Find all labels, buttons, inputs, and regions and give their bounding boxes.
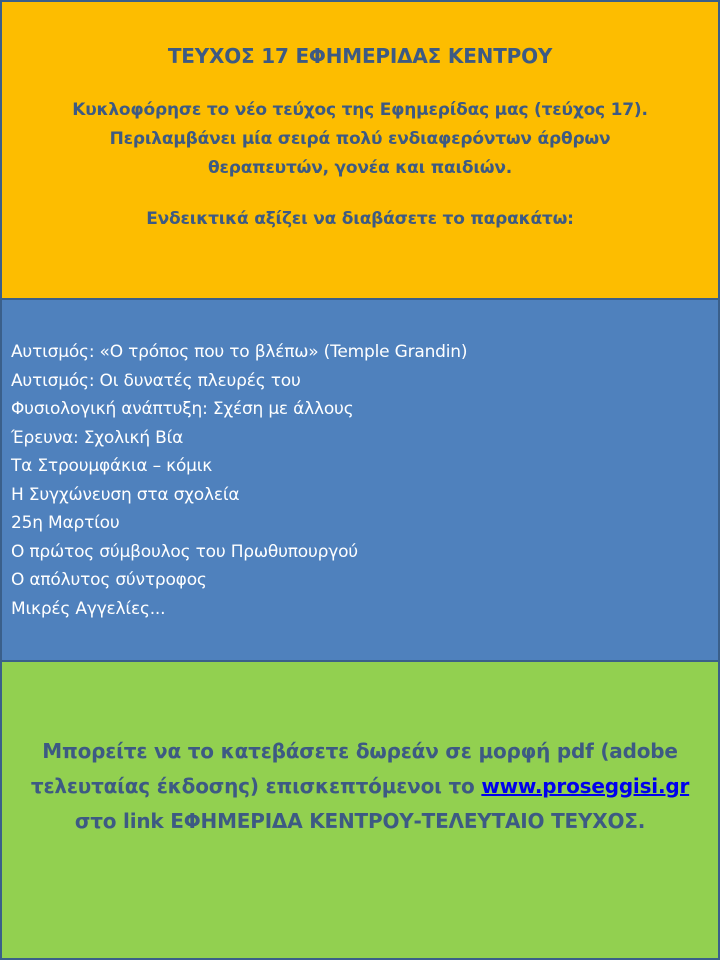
download-text: Μπορείτε να το κατεβάσετε δωρεάν σε μορφή pdf (adobe τελευταίας έκδοσης) επισκεπτόμενοι το xyxy=(30,739,678,798)
article-item: Τα Στρουμφάκια – κόμικ xyxy=(11,456,213,476)
website-link[interactable]: www.proseggisi.gr xyxy=(481,774,690,798)
announcement-panel xyxy=(0,0,720,300)
page-title: ΤΕΥΧΟΣ 17 ΕΦΗΜΕΡΙΔΑΣ ΚΕΝΤΡΟΥ xyxy=(167,44,553,68)
article-item: Φυσιολογική ανάπτυξη: Σχέση με άλλους xyxy=(11,399,354,419)
download-instructions xyxy=(20,734,700,839)
intro-line: θεραπευτών, γονέα και παιδιών. xyxy=(207,158,513,178)
article-item: Αυτισμός: Οι δυνατές πλευρές του xyxy=(11,370,301,391)
reading-hint: Ενδεικτικά αξίζει να διαβάσετε το παρακάτω: xyxy=(146,209,574,229)
intro-line: Κυκλοφόρησε το νέο τεύχος της Εφημερίδας μας (τεύχος 17). xyxy=(72,100,648,120)
article-item: Η Συγχώνευση στα σχολεία xyxy=(11,484,240,505)
article-item: 25η Μαρτίου xyxy=(11,513,120,533)
article-item: Μικρές Αγγελίες... xyxy=(11,598,166,619)
download-text-after: στο link ΕΦΗΜΕΡΙΔΑ ΚΕΝΤΡΟΥ-ΤΕΛΕΥΤΑΙΟ ΤΕΥΧΟΣ. xyxy=(74,809,646,833)
article-item: Ο απόλυτος σύντροφος xyxy=(11,570,207,590)
article-item: Αυτισμός: «Ο τρόπος που το βλέπω» (Temple Grandin) xyxy=(11,342,468,362)
download-panel xyxy=(0,662,720,960)
articles-panel xyxy=(0,300,720,662)
intro-line: Περιλαμβάνει μία σειρά πολύ ενδιαφερόντων άρθρων xyxy=(109,129,611,149)
article-list xyxy=(11,338,718,623)
article-item: Ο πρώτος σύμβουλος του Πρωθυπουργού xyxy=(11,541,358,562)
announcement-intro xyxy=(16,96,704,183)
article-item: Έρευνα: Σχολική Βία xyxy=(11,427,184,448)
